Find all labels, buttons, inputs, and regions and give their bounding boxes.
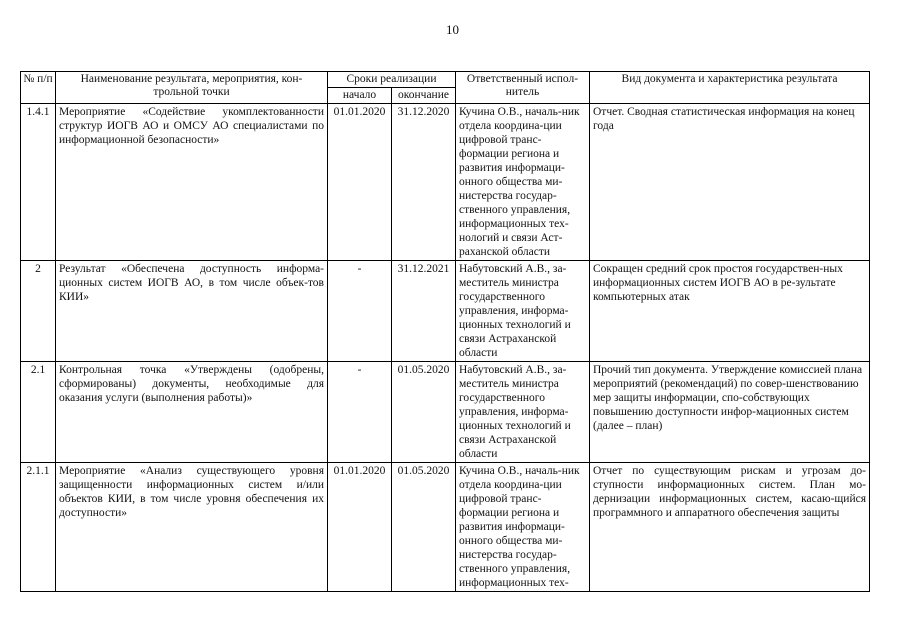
row-start: - bbox=[328, 261, 392, 362]
row-start: - bbox=[328, 362, 392, 463]
header-terms: Сроки реализации bbox=[328, 72, 456, 88]
row-doc: Отчет. Сводная статистическая информация на конец года bbox=[590, 104, 870, 261]
row-responsible: Набутовский А.В., за-меститель министра государственного управления, информа-ционных технологий и связи Астраханской области bbox=[456, 362, 590, 463]
row-doc: Отчет по существующим рискам и угрозам до-ступности информационных систем. План мо-дернизации информационных систем, касаю-щийся программного и аппаратного обеспечения защиты bbox=[590, 463, 870, 592]
header-responsible: Ответственный испол-нитель bbox=[456, 72, 590, 104]
table-row bbox=[21, 104, 870, 261]
table-row bbox=[21, 362, 870, 463]
header-name: Наименование результата, мероприятия, кон-трольной точки bbox=[56, 72, 328, 104]
row-name: Мероприятие «Содействие укомплектованности структур ИОГВ АО и ОМСУ АО специалистами по информационной безопасности» bbox=[56, 104, 328, 261]
row-num: 2 bbox=[21, 261, 56, 362]
row-name: Контрольная точка «Утверждены (одобрены, сформированы) документы, необходимые для оказания услуги (выполнения работы)» bbox=[56, 362, 328, 463]
row-start: 01.01.2020 bbox=[328, 104, 392, 261]
row-start: 01.01.2020 bbox=[328, 463, 392, 592]
table-row bbox=[21, 261, 870, 362]
row-name: Мероприятие «Анализ существующего уровня защищенности информационных систем и/или объектов КИИ, в том числе уровня обеспечения их доступности» bbox=[56, 463, 328, 592]
header-end: окончание bbox=[392, 88, 456, 104]
row-num: 2.1 bbox=[21, 362, 56, 463]
row-end: 01.05.2020 bbox=[392, 463, 456, 592]
row-responsible: Кучина О.В., началь-ник отдела координа-ции цифровой транс-формации региона и развития информаци-онного общества ми-нистерства государ-ственного управления, информационных тех-нологий и связи Аст-раханской области bbox=[456, 104, 590, 261]
plan-table bbox=[20, 71, 870, 592]
row-num: 1.4.1 bbox=[21, 104, 56, 261]
row-responsible: Кучина О.В., началь-ник отдела координа-ции цифровой транс-формации региона и развития информаци-онного общества ми-нистерства государ-ственного управления, информационных тех- bbox=[456, 463, 590, 592]
table-row bbox=[21, 463, 870, 592]
row-num: 2.1.1 bbox=[21, 463, 56, 592]
header-start: начало bbox=[328, 88, 392, 104]
row-end: 31.12.2021 bbox=[392, 261, 456, 362]
row-name: Результат «Обеспечена доступность информа-ционных систем ИОГВ АО, в том числе объек-тов КИИ» bbox=[56, 261, 328, 362]
row-end: 31.12.2020 bbox=[392, 104, 456, 261]
header-doc: Вид документа и характеристика результата bbox=[590, 72, 870, 104]
row-responsible: Набутовский А.В., за-меститель министра государственного управления, информа-ционных технологий и связи Астраханской области bbox=[456, 261, 590, 362]
header-num: № п/п bbox=[21, 72, 56, 104]
page-number: 10 bbox=[446, 22, 459, 37]
row-end: 01.05.2020 bbox=[392, 362, 456, 463]
row-doc: Сокращен средний срок простоя государствен-ных информационных систем ИОГВ АО в ре-зультате компьютерных атак bbox=[590, 261, 870, 362]
row-doc: Прочий тип документа. Утверждение комиссией плана мероприятий (рекомендаций) по совер-шенствованию мер защиты информации, спо-собствующих повышению доступности инфор-мационных систем (далее – план) bbox=[590, 362, 870, 463]
table-header-row bbox=[21, 72, 870, 88]
